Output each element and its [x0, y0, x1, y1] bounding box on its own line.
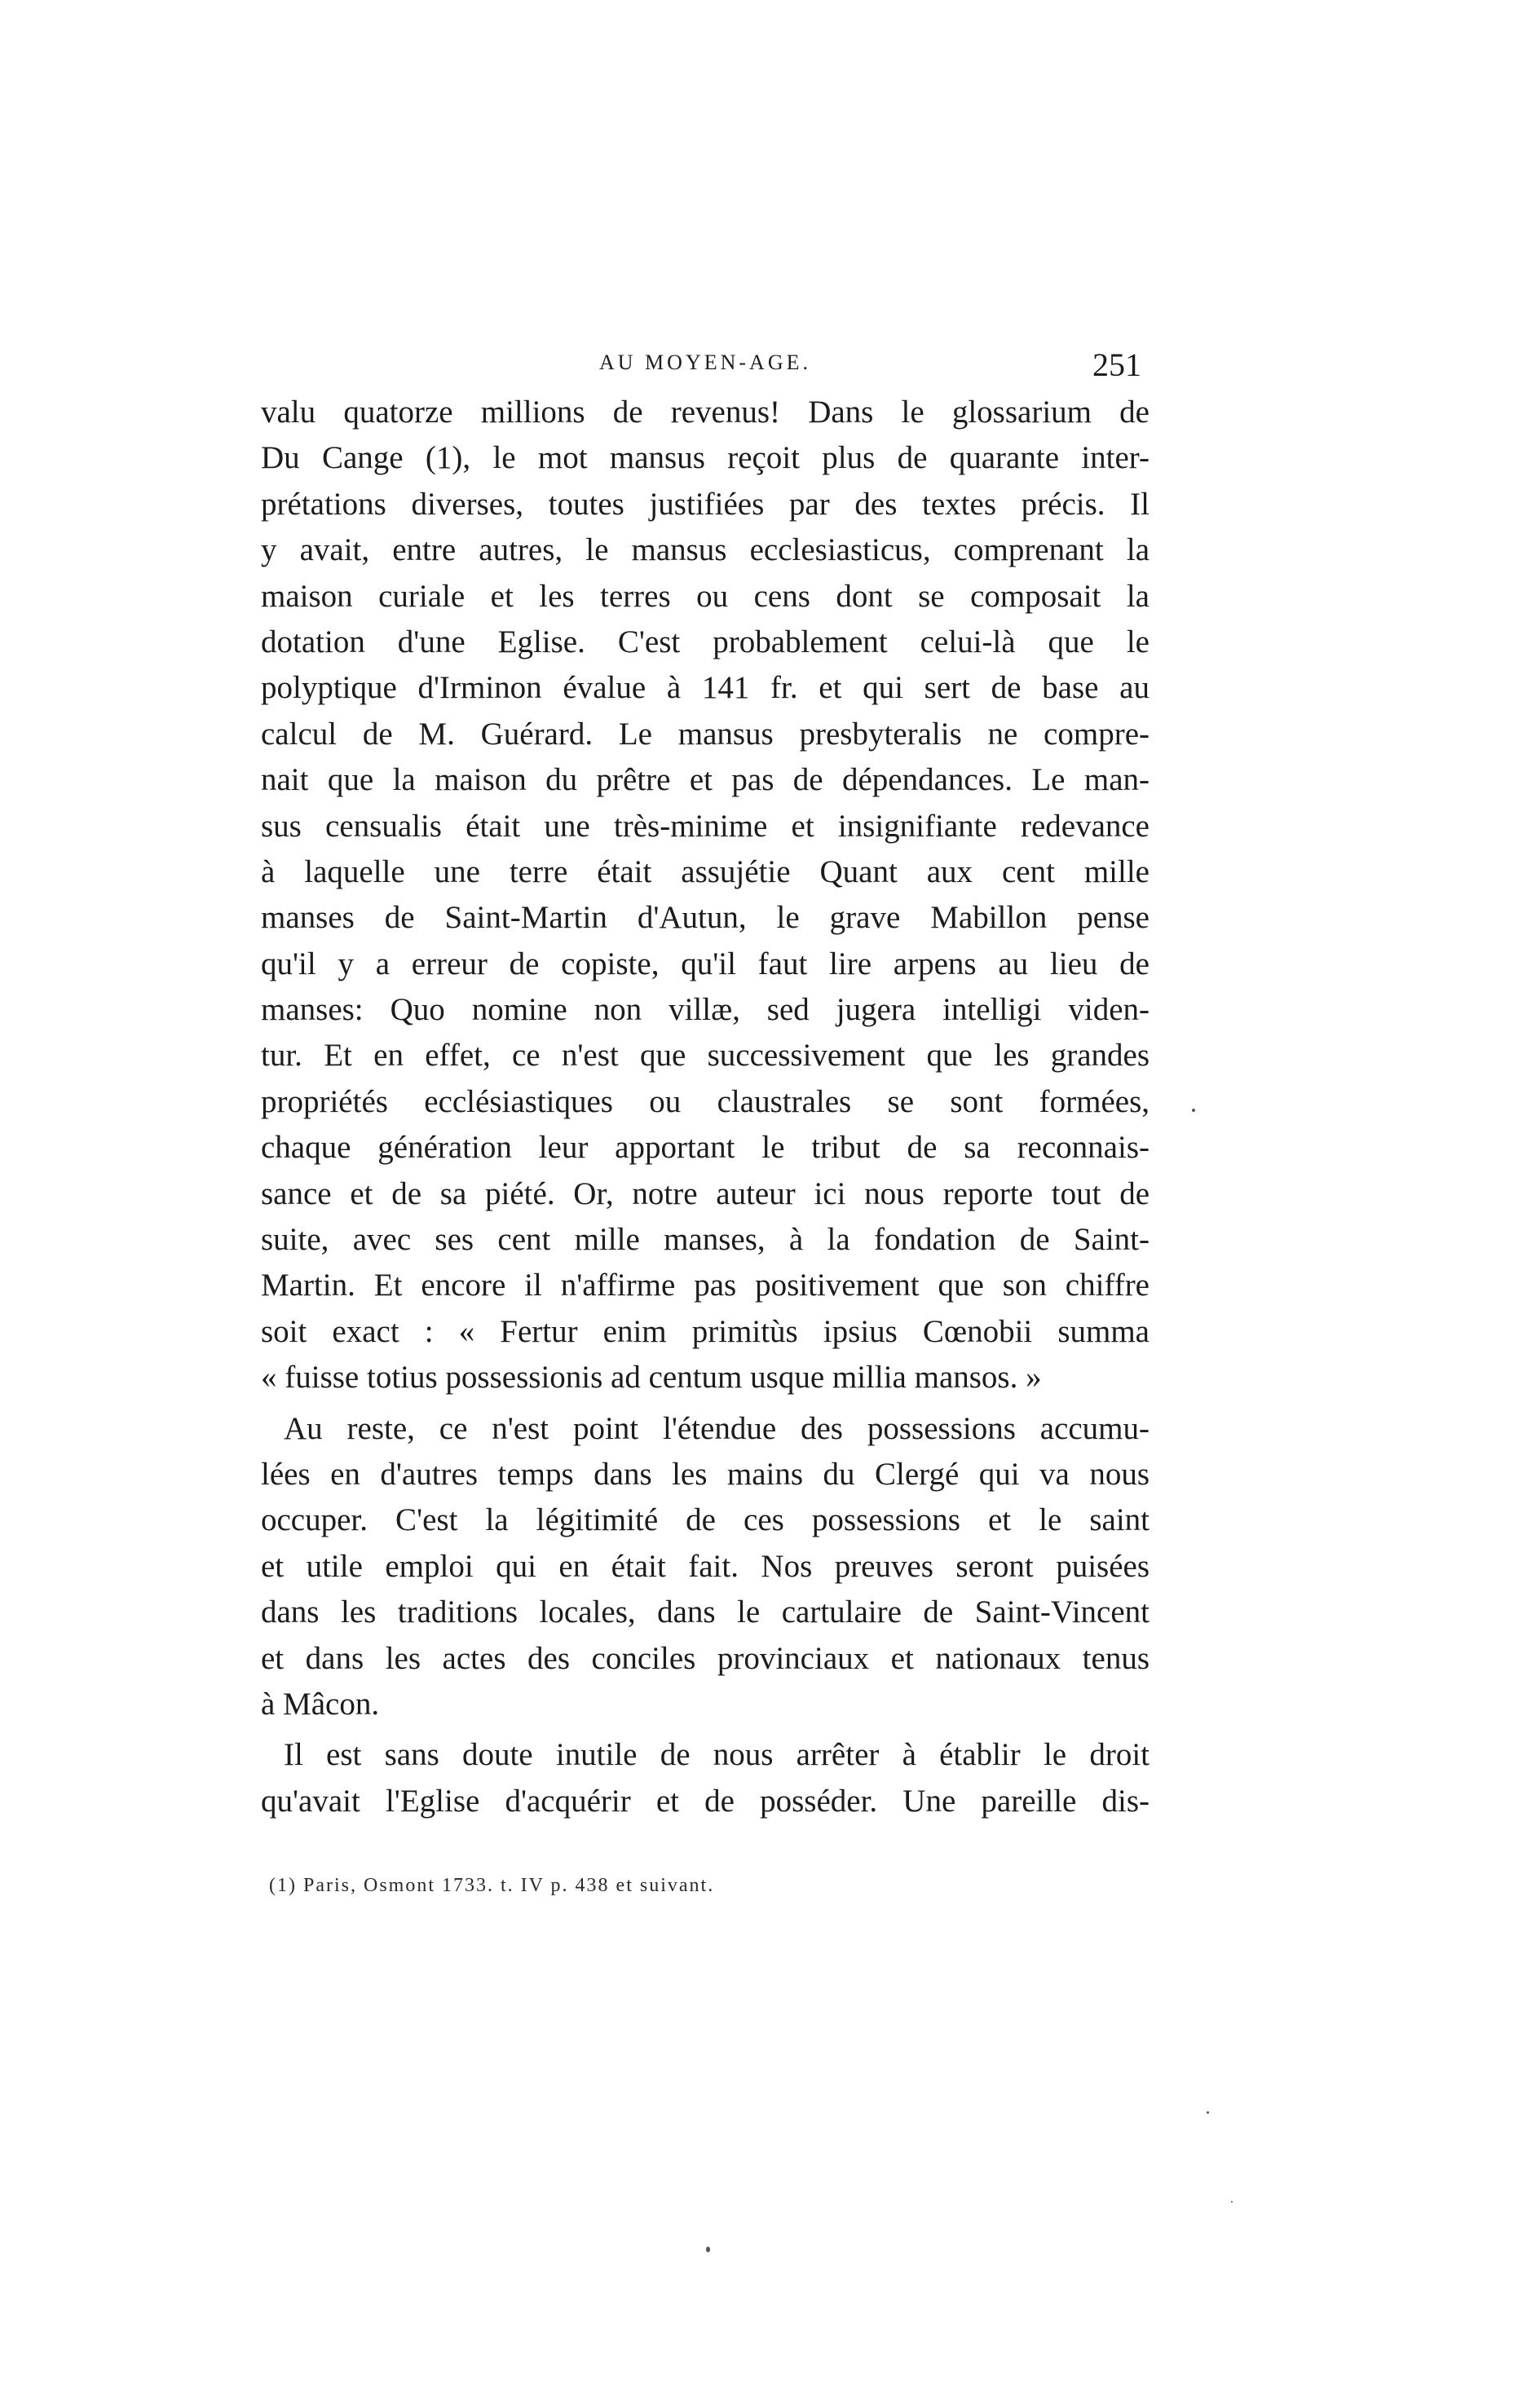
text-line: nait que la maison du prêtre et pas de dépendances. Le man- [261, 762, 1150, 798]
text-line: et dans les actes des conciles provinciaux et nationaux tenus [261, 1640, 1150, 1676]
body-text [261, 390, 1150, 1824]
text-line: sance et de sa piété. Or, notre auteur ici nous reporte tout de [261, 1175, 1150, 1211]
running-head [261, 346, 1150, 383]
page-number: 251 [1092, 346, 1141, 383]
text-line: et utile emploi qui en était fait. Nos preuves seront puisées [261, 1548, 1150, 1584]
text-line: polyptique d'Irminon évalue à 141 fr. et qui sert de base au [261, 670, 1150, 706]
text-line: chaque génération leur apportant le tribut de sa reconnais- [261, 1130, 1150, 1166]
text-line: tur. Et en effet, ce n'est que successivement que les grandes [261, 1038, 1150, 1074]
paper-speck [706, 2247, 710, 2252]
text-line: à laquelle une terre était assujétie Quant aux cent mille [261, 853, 1150, 889]
running-title: AU MOYEN-AGE. [599, 351, 811, 374]
text-line: sus censualis était une très-minime et insignifiante redevance [261, 808, 1150, 844]
text-line: manses: Quo nomine non villæ, sed jugera intelligi viden- [261, 992, 1150, 1028]
text-line: propriétés ecclésiastiques ou claustrales se sont formées, [261, 1083, 1150, 1119]
text-line: « fuisse totius possessionis ad centum usque millia mansos. » [261, 1360, 1042, 1396]
text-line: Du Cange (1), le mot mansus reçoit plus de quarante inter- [261, 440, 1150, 476]
text-line: Martin. Et encore il n'affirme pas positivement que son chiffre [261, 1268, 1150, 1303]
text-line: qu'il y a erreur de copiste, qu'il faut lire arpens au lieu de [261, 946, 1150, 981]
text-line: dotation d'une Eglise. C'est probablement celui-là que le [261, 624, 1150, 659]
paper-speck [1192, 1109, 1195, 1112]
text-line: dans les traditions locales, dans le cartulaire de Saint-Vincent [261, 1594, 1150, 1630]
paragraph-first-line: Il est sans doute inutile de nous arrêter à établir le droit [284, 1737, 1150, 1773]
text-line: soit exact : « Fertur enim primitùs ipsius Cœnobii summa [261, 1313, 1150, 1349]
text-line: suite, avec ses cent mille manses, à la fondation de Saint- [261, 1222, 1150, 1258]
paragraph-first-line: Au reste, ce n'est point l'étendue des possessions accumu- [284, 1410, 1150, 1446]
text-line: maison curiale et les terres ou cens dont se composait la [261, 578, 1150, 614]
paper-speck [1231, 2201, 1233, 2203]
paper-speck [1207, 2111, 1209, 2114]
text-line: prétations diverses, toutes justifiées par des textes précis. Il [261, 486, 1150, 522]
text-line: à Mâcon. [261, 1686, 380, 1722]
text-line: occuper. C'est la légitimité de ces possessions et le saint [261, 1502, 1150, 1538]
text-line: calcul de M. Guérard. Le mansus presbyteralis ne compre- [261, 716, 1150, 752]
text-line: valu quatorze millions de revenus! Dans le glossarium de [261, 395, 1150, 430]
text-line: qu'avait l'Eglise d'acquérir et de posséder. Une pareille dis- [261, 1783, 1150, 1819]
footnote: (1) Paris, Osmont 1733. t. IV p. 438 et suivant. [269, 1875, 715, 1896]
text-line: y avait, entre autres, le mansus ecclesiasticus, comprenant la [261, 532, 1150, 568]
text-line: manses de Saint-Martin d'Autun, le grave Mabillon pense [261, 900, 1150, 936]
text-line: lées en d'autres temps dans les mains du Clergé qui va nous [261, 1456, 1150, 1492]
